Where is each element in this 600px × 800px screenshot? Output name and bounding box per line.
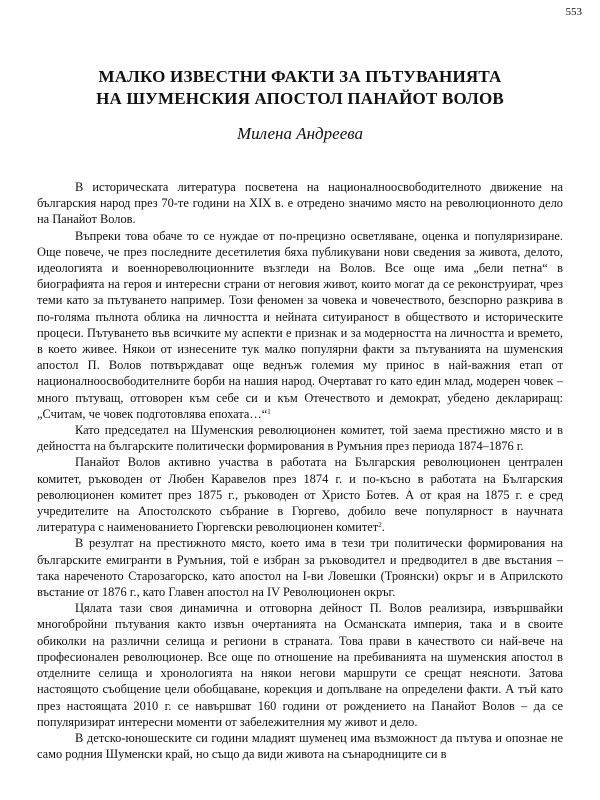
paragraph: [37, 730, 563, 762]
paragraph: [37, 600, 563, 730]
paragraph-text: Като председател на Шуменския революционен комитет, той заема престижно място и в дейността на българските политически формирования в Румъния през периода 1874–1876 г.: [37, 423, 563, 454]
page-number: 553: [565, 6, 582, 18]
footnote-marker: 1: [267, 407, 271, 416]
paragraph-text: Панайот Волов активно участва в работата на Българския революционен централен комитет, ръководен от Любен Каравелов през 1874 г. и по-късно в работата на Българския революционен комитет през 1875 г., ръководен от Христо Ботев. А от края на 1875 г. е сред учредителите на Апостолското събрание в Гюргево, добило вече популярност в научната литература с наименованието Гюргевски революционен комитет: [37, 455, 563, 535]
paragraph-text: В историческата литература посветена на националноосвободителното движение на българския народ през 70-те години на XIX в. е отредено значимо място на революционното дело на Панайот Волов.: [37, 180, 563, 227]
paragraph-text: В резултат на престижното място, което има в тези три политически формирования на българските емигранти в Румъния, той е избран за ръководител и предводител в две въстания – така нареченото Старозагорско, като апостол на I-ви Ловешки (Троянски) окръг и в Априлското въстание от 1876 г., като Главен апостол на IV Революционен окръг.: [37, 536, 563, 600]
paragraph: [37, 179, 563, 228]
footnote-marker: 2: [378, 521, 382, 530]
paragraph-text: Въпреки това обаче то се нуждае от по-прецизно осветляване, оценка и популяризиране. Още повече, че през последните десетилетия бяха публикувани нови сведения за живота, делото, идеологията и военнореволюционните възгледи на Волов. Все още има „бели петна“ в биографията на героя и интересни страни от неговия живот, които могат да се реконструират, чрез теми като за пътуването например. Този феномен за човека и човечеството, безспорно разкрива в по-голяма пълнота облика на личността и нейната ситуираност в обществото и историческите процеси. Пътуването във всичките му аспекти е признак и за модерността на личността и времето, в което живее. Някои от изнесените тук малко популярни факти за пътуванията на шуменския апостол П. Волов потвърждават още веднъж големия му принос в най-важния етап от националноосвободителните борби на нашия народ. Очертават го като един млад, модерен човек – много пътуващ, отговорен към себе си и към Отечеството и демократ, убедено деклариращ: „Считам, че човек подготовлява епохата…“: [37, 228, 563, 421]
title-line-2: НА ШУМЕНСКИЯ АПОСТОЛ ПАНАЙОТ ВОЛОВ: [96, 89, 504, 108]
paragraph: Панайот Волов активно участва в работата на Българския революционен централен комитет, ръководен от Любен Каравелов през 1874 г. и по-късно в работата на Българския революционен комитет през 1875 г., ръководен от Христо Ботев. А от края на 1875 г. е сред учредителите на Апостолското събрание в Гюргево, добило вече популярност в научната литература с наименованието Гюргевски революционен комитет$^2$.: [37, 455, 563, 535]
paragraph: [37, 535, 563, 600]
paragraph-text: Цялата тази своя динамична и отговорна дейност П. Волов реализира, извършвайки многобройни пътувания както извън очертанията на Османската империя, така и в своите обиколки на различни селища и региони в страната. Това прави в качеството си най-вече на професионален революционер. Все още по отношение на пребиванията на шуменския апостол в отделните селища и хронологията на някои негови маршрути се срещат неясноти. Затова настоящото съобщение цели обобщаване, корекция и допълване на определени факти. А тъй като през настоящата 2010 г. се навършват 160 години от рождението на Панайот Волов – да се популяризират интересни моменти от забележителния му живот и дело.: [37, 601, 563, 729]
article-body: [37, 179, 563, 762]
author-name: Милена Андреева: [237, 124, 363, 143]
paragraph-text: В детско-юношеските си години младият шуменец има възможност да пътува и опознае не само родния Шуменски край, но също да види живота на сънародниците си в: [37, 730, 563, 762]
article-title: [40, 66, 560, 110]
title-line-1: МАЛКО ИЗВЕСТНИ ФАКТИ ЗА ПЪТУВАНИЯТА: [98, 67, 502, 86]
paragraph: [37, 422, 563, 454]
paragraph: [37, 228, 563, 422]
